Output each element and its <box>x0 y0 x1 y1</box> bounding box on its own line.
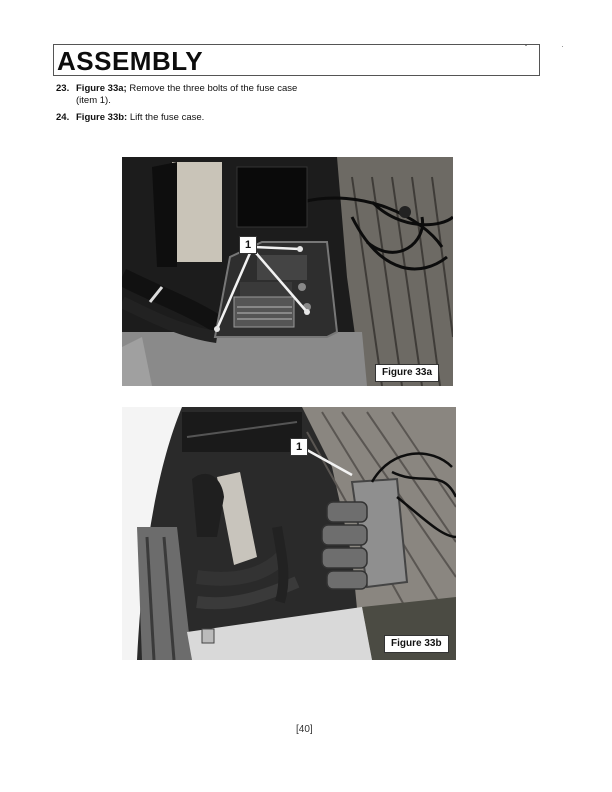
step-number: 23. <box>56 83 70 94</box>
figure-label: Figure 33b <box>384 635 449 653</box>
instruction-step <box>56 83 316 107</box>
step-number: 24. <box>56 112 70 123</box>
figure-label: Figure 33a <box>375 364 439 382</box>
scan-speck <box>562 46 563 47</box>
fuse-tray-photo-illustration <box>122 157 453 386</box>
instruction-list <box>56 83 316 129</box>
figure-33b-photo <box>122 407 456 660</box>
item-1-callout: 1 <box>239 236 257 254</box>
step-text: Lift the fuse case. <box>127 112 205 123</box>
section-title: ASSEMBLY <box>57 46 204 76</box>
lifted-fuse-case-photo-illustration <box>122 407 456 660</box>
page-number: [40] <box>296 724 313 735</box>
section-title-box <box>53 44 540 76</box>
item-1-callout: 1 <box>290 438 308 456</box>
figure-reference: Figure 33a; <box>76 83 127 94</box>
figure-33a-photo <box>122 157 453 386</box>
step-text: Remove the three bolts of the fuse case (item 1). <box>76 83 298 106</box>
instruction-step <box>56 112 316 124</box>
scan-speck <box>525 45 527 46</box>
figure-reference: Figure 33b: <box>76 112 128 123</box>
